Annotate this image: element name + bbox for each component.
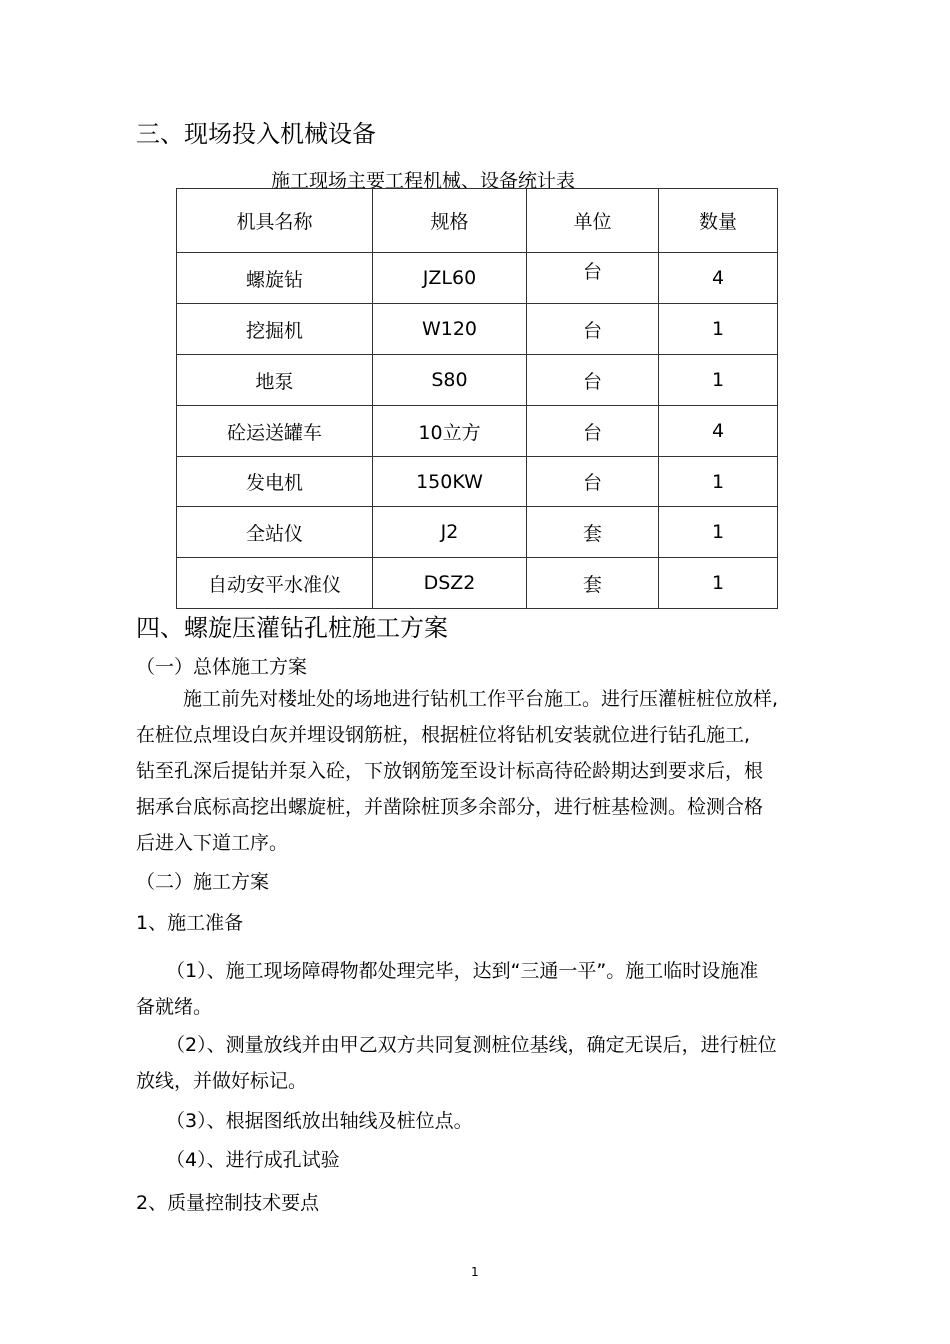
step-line: 放线，并做好标记。	[136, 1070, 308, 1092]
table-row	[177, 507, 778, 558]
paragraph-line: 施工前先对楼址处的场地进行钻机工作平台施工。进行压灌桩桩位放样,	[183, 688, 779, 710]
cell-spec: 10立方	[373, 406, 527, 457]
cell-unit: 台	[527, 304, 659, 355]
paragraph-line: 后进入下道工序。	[136, 832, 289, 854]
header-cell: 机具名称	[177, 189, 373, 253]
cell-spec: 150KW	[373, 457, 527, 507]
table-header-row	[177, 189, 778, 253]
cell-name: 螺旋钻	[177, 253, 373, 304]
paragraph-line: 在桩位点埋设白灰并埋设钢筋桩，根据桩位将钻机安装就位进行钻孔施工,	[136, 724, 751, 746]
cell-unit: 套	[527, 507, 659, 558]
paragraph-line: 据承台底标高挖出螺旋桩，并凿除桩顶多余部分，进行桩基检测。检测合格	[136, 796, 764, 818]
table-row	[177, 457, 778, 507]
cell-name: 挖掘机	[177, 304, 373, 355]
header-cell: 数量	[659, 189, 778, 253]
step-line: 备就绪。	[136, 996, 213, 1018]
cell-spec: DSZ2	[373, 558, 527, 609]
step-line: （2）、测量放线并由甲乙双方共同复测桩位基线，确定无误后，进行桩位	[166, 1034, 777, 1056]
table-row	[177, 355, 778, 406]
cell-spec: J2	[373, 507, 527, 558]
table-row	[177, 253, 778, 304]
cell-qty: 1	[659, 304, 778, 355]
paragraph-line: 钻至孔深后提钻并泵入砼，下放钢筋笼至设计标高待砼龄期达到要求后，根	[136, 760, 764, 782]
step-line: （4）、进行成孔试验	[166, 1149, 340, 1171]
cell-qty: 1	[659, 457, 778, 507]
header-cell: 单位	[527, 189, 659, 253]
table-row	[177, 406, 778, 457]
cell-unit: 台	[527, 406, 659, 457]
cell-qty: 1	[659, 558, 778, 609]
table-row	[177, 558, 778, 609]
item-1-heading: 1、施工准备	[136, 912, 244, 934]
cell-name: 发电机	[177, 457, 373, 507]
subsection-1-heading: （一）总体施工方案	[136, 656, 308, 678]
subsection-2-heading: （二）施工方案	[136, 871, 270, 893]
table-row	[177, 304, 778, 355]
cell-name: 自动安平水准仪	[177, 558, 373, 609]
cell-qty: 1	[659, 355, 778, 406]
item-2-heading: 2、质量控制技术要点	[136, 1192, 320, 1214]
section-4-heading: 四、螺旋压灌钻孔桩施工方案	[136, 614, 448, 642]
cell-unit: 台	[527, 355, 659, 406]
cell-name: 砼运送罐车	[177, 406, 373, 457]
cell-qty: 4	[659, 406, 778, 457]
cell-name: 地泵	[177, 355, 373, 406]
cell-spec: S80	[373, 355, 527, 406]
cell-qty: 1	[659, 507, 778, 558]
step-line: （1）、施工现场障碍物都处理完毕，达到“三通一平”。施工临时设施准	[166, 960, 759, 982]
equipment-table	[176, 188, 778, 609]
cell-qty: 4	[659, 253, 778, 304]
cell-spec: JZL60	[373, 253, 527, 304]
cell-unit: 套	[527, 558, 659, 609]
section-3-heading: 三、现场投入机械设备	[136, 120, 376, 148]
table-caption: 施工现场主要工程机械、设备统计表	[271, 170, 576, 192]
header-cell: 规格	[373, 189, 527, 253]
cell-unit: 台	[527, 253, 659, 304]
cell-unit: 台	[527, 457, 659, 507]
step-line: （3）、根据图纸放出轴线及桩位点。	[166, 1110, 473, 1132]
cell-name: 全站仪	[177, 507, 373, 558]
cell-spec: W120	[373, 304, 527, 355]
page-number: 1	[471, 1265, 479, 1279]
